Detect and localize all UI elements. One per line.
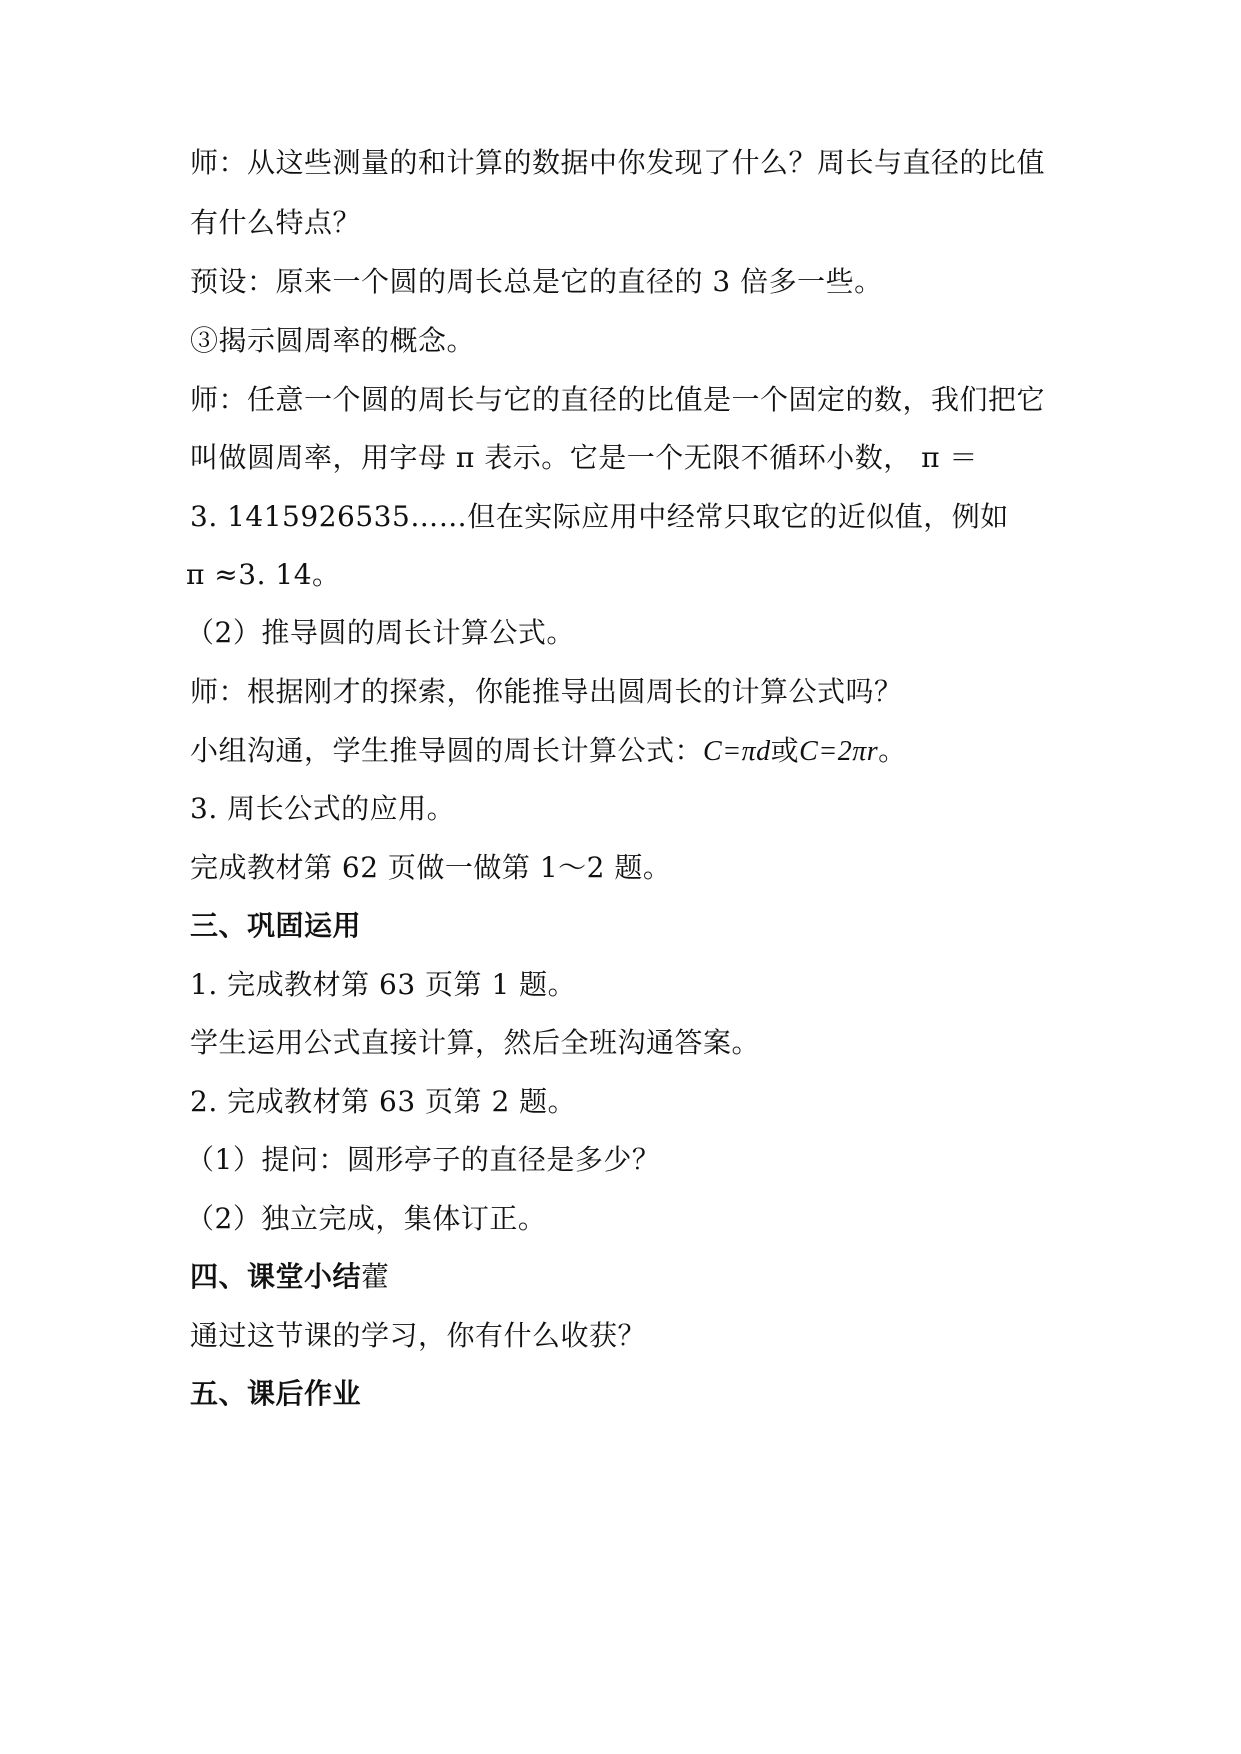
paragraph-derive-formula: （2）推导圆的周长计算公式。 (186, 616, 575, 649)
formula-c-2-pi-r: C=2πr (799, 736, 879, 767)
section-heading-consolidation: 三、巩固运用 (190, 909, 362, 942)
paragraph-pi-approximation: π ≈3. 14。 (186, 558, 341, 591)
summary-heading-text: 四、课堂小结 (190, 1260, 362, 1293)
paragraph-textbook-p63-q2: 2. 完成教材第 63 页第 2 题。 (190, 1085, 577, 1118)
paragraph-reveal-pi-concept: ③揭示圆周率的概念。 (190, 324, 476, 357)
summary-heading-suffix: 藿 (361, 1260, 390, 1293)
paragraph-group-derivation (190, 731, 907, 772)
paragraph-teacher-question-line2: 有什么特点？ (190, 206, 362, 239)
paragraph-student-calculation: 学生运用公式直接计算，然后全班沟通答案。 (190, 1026, 761, 1059)
section-heading-summary (190, 1257, 390, 1297)
formula-c-pi-d: C=πd (703, 736, 771, 767)
paragraph-teacher-derive-question: 师：根据刚才的探索，你能推导出圆周长的计算公式吗？ (190, 675, 903, 708)
paragraph-pi-definition-line2: 叫做圆周率，用字母 π 表示。它是一个无限不循环小数， π ＝ (190, 441, 978, 474)
paragraph-textbook-p62: 完成教材第 62 页做一做第 1～2 题。 (190, 851, 672, 884)
section-heading-homework: 五、课后作业 (190, 1377, 362, 1410)
paragraph-teacher-question-line1: 师：从这些测量的和计算的数据中你发现了什么？周长与直径的比值 (190, 146, 1046, 179)
paragraph-pi-definition-line1: 师：任意一个圆的周长与它的直径的比值是一个固定的数，我们把它 (190, 383, 1046, 416)
formula-connector: 或 (770, 734, 800, 767)
formula-end: 。 (878, 734, 907, 767)
paragraph-preset-answer: 预设：原来一个圆的周长总是它的直径的 3 倍多一些。 (190, 265, 883, 298)
paragraph-pavilion-question: （1）提问：圆形亭子的直径是多少？ (186, 1143, 661, 1176)
paragraph-summary-question: 通过这节课的学习，你有什么收获？ (190, 1319, 647, 1352)
group-derivation-text: 小组沟通，学生推导圆的周长计算公式： (190, 734, 704, 767)
paragraph-independent-correction: （2）独立完成，集体订正。 (186, 1202, 547, 1235)
paragraph-formula-application: 3. 周长公式的应用。 (190, 792, 456, 825)
paragraph-textbook-p63-q1: 1. 完成教材第 63 页第 1 题。 (190, 968, 577, 1001)
paragraph-pi-definition-line3: 3. 1415926535……但在实际应用中经常只取它的近似值，例如 (190, 500, 1009, 533)
